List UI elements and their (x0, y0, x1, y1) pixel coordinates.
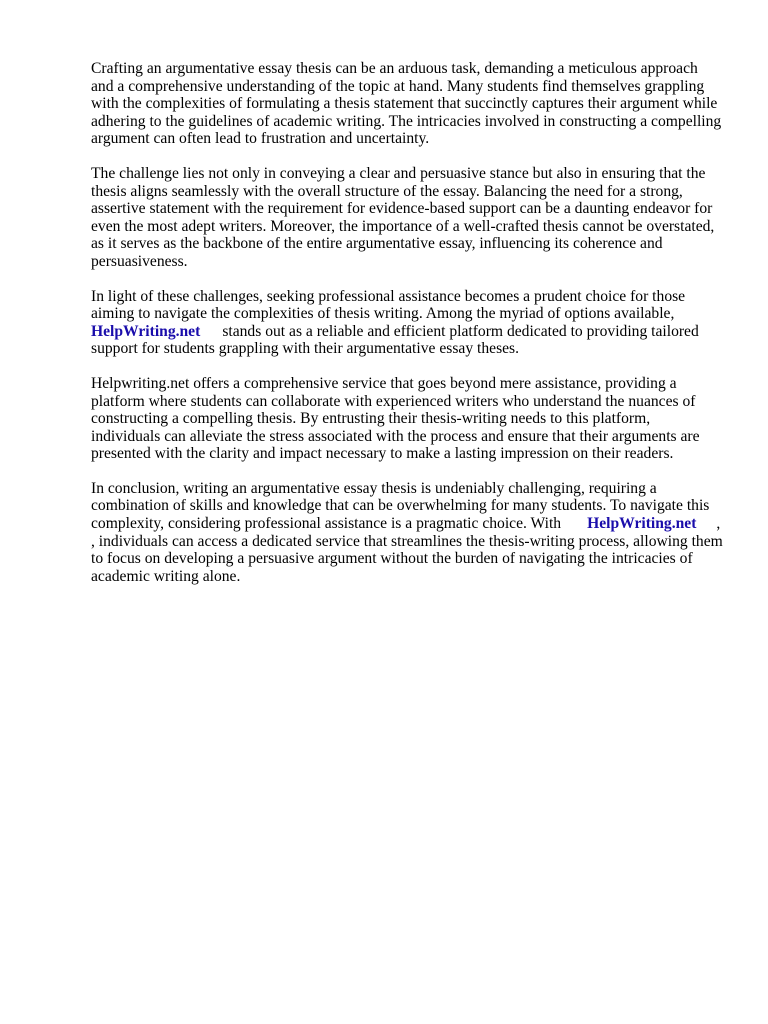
paragraph-text: complexity, considering professional assistance is a pragmatic choice. With (91, 515, 562, 533)
paragraph-line: and a comprehensive understanding of the topic at hand. Many students find themselves grappling (91, 77, 705, 95)
paragraph-3 (91, 288, 727, 358)
paragraph-line: In conclusion, writing an argumentative essay thesis is undeniably challenging, requiring a (91, 479, 657, 497)
paragraph-line: assertive statement with the requirement for evidence-based support can be a daunting endeavor for (91, 200, 713, 218)
paragraph-5 (91, 480, 727, 586)
paragraph-line: , individuals can access a dedicated service that streamlines the thesis-writing process, allowing them (91, 532, 723, 550)
paragraph-text: stands out as a reliable and efficient platform dedicated to providing tailored (222, 322, 699, 340)
paragraph-line: individuals can alleviate the stress associated with the process and ensure that their arguments are (91, 427, 700, 445)
paragraph-line: thesis aligns seamlessly with the overall structure of the essay. Balancing the need for a strong, (91, 182, 683, 200)
paragraph-line: to focus on developing a persuasive argument without the burden of navigating the intricacies of (91, 550, 693, 568)
paragraph-1 (91, 60, 727, 148)
paragraph-line: aiming to navigate the complexities of thesis writing. Among the myriad of options available, (91, 305, 675, 323)
paragraph-4 (91, 375, 727, 463)
paragraph-line: The challenge lies not only in conveying a clear and persuasive stance but also in ensuring that the (91, 164, 706, 182)
paragraph-line: persuasiveness. (91, 252, 188, 270)
paragraph-line: In light of these challenges, seeking professional assistance becomes a prudent choice for those (91, 287, 686, 305)
paragraph-line: with the complexities of formulating a thesis statement that succinctly captures their argument while (91, 95, 718, 113)
paragraph-line: academic writing alone. (91, 567, 241, 585)
paragraph-line: as it serves as the backbone of the entire argumentative essay, influencing its coherence and (91, 235, 663, 253)
paragraph-2 (91, 165, 727, 271)
helpwriting-link[interactable]: HelpWriting.net (91, 322, 201, 340)
paragraph-line: presented with the clarity and impact necessary to make a lasting impression on their readers. (91, 445, 674, 463)
helpwriting-link[interactable]: HelpWriting.net (587, 515, 697, 533)
paragraph-line: combination of skills and knowledge that can be overwhelming for many students. To navigate this (91, 497, 710, 515)
paragraph-line: even the most adept writers. Moreover, the importance of a well-crafted thesis cannot be overstated, (91, 217, 715, 235)
paragraph-line: platform where students can collaborate with experienced writers who understand the nuances of (91, 392, 696, 410)
document-body (91, 60, 727, 602)
paragraph-text: , (716, 515, 721, 533)
paragraph-line: Crafting an argumentative essay thesis can be an arduous task, demanding a meticulous approach (91, 60, 698, 77)
paragraph-line-with-link (91, 515, 727, 533)
paragraph-line: Helpwriting.net offers a comprehensive service that goes beyond mere assistance, providing a (91, 374, 677, 392)
paragraph-line: constructing a compelling thesis. By entrusting their thesis-writing needs to this platform, (91, 410, 651, 428)
paragraph-line: argument can often lead to frustration and uncertainty. (91, 130, 430, 148)
paragraph-line: support for students grappling with their argumentative essay theses. (91, 340, 520, 358)
paragraph-line-with-link (91, 323, 727, 341)
paragraph-line: adhering to the guidelines of academic writing. The intricacies involved in constructing a compelling (91, 112, 722, 130)
